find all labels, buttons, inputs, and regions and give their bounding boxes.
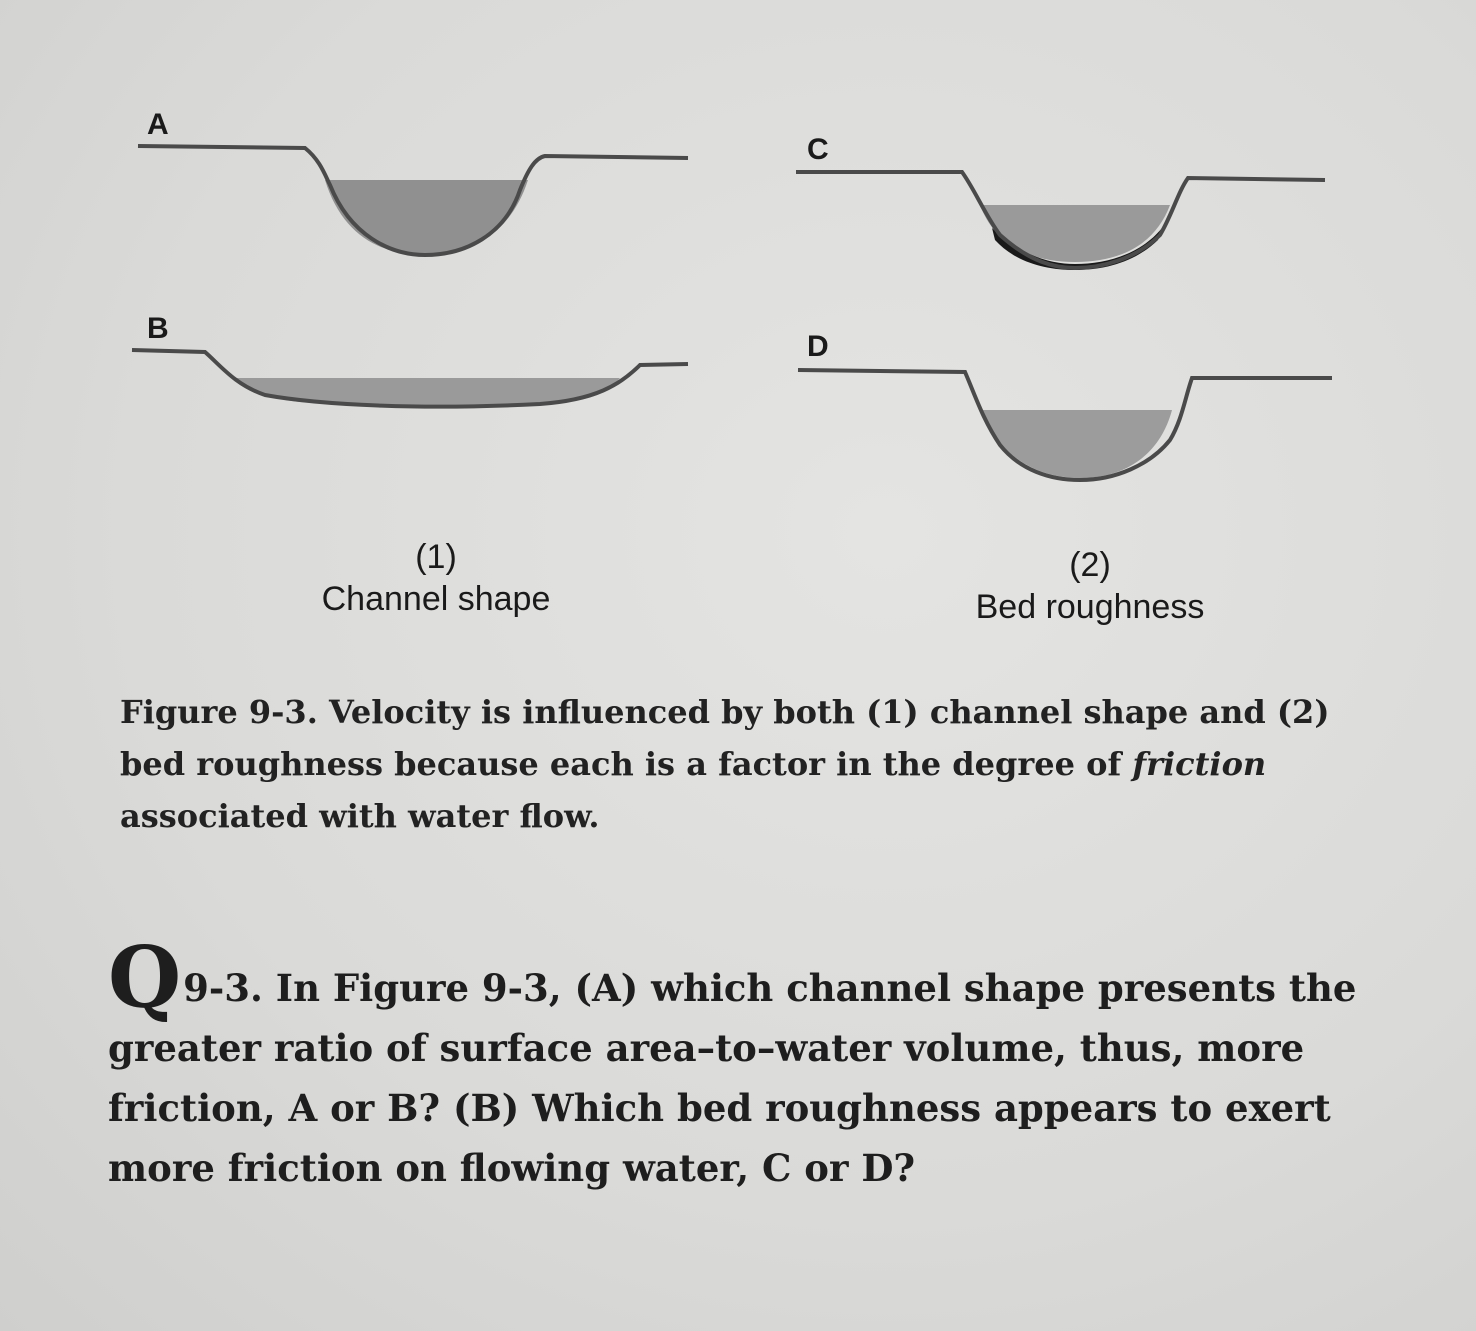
panel-1-number: (1) xyxy=(415,538,457,576)
figure-caption-italic: friction xyxy=(1132,745,1267,783)
channel-a-water xyxy=(325,180,528,255)
channel-c xyxy=(796,172,1325,270)
channel-a xyxy=(138,146,688,255)
panel-2-title: Bed roughness xyxy=(975,588,1205,626)
channel-diagram xyxy=(0,0,1476,660)
panel-1-caption xyxy=(276,536,596,620)
panel-2-number: (2) xyxy=(1069,546,1111,584)
channel-d xyxy=(798,370,1332,480)
label-c: C xyxy=(807,133,829,166)
label-d: D xyxy=(807,330,829,363)
label-a: A xyxy=(147,108,169,141)
channel-b xyxy=(132,350,688,407)
channel-c-water xyxy=(980,205,1170,262)
panel-1-title: Channel shape xyxy=(321,580,551,618)
question-dropcap: Q xyxy=(108,928,182,1027)
question-9-3 xyxy=(108,928,1388,1198)
panel-2-caption xyxy=(930,544,1250,628)
figure-caption-lead: Figure 9-3. Velocity is influenced by both (1) channel shape and (2) bed roughness because each is a factor in the degree of xyxy=(120,693,1330,783)
figure-caption xyxy=(120,686,1340,842)
figure-caption-tail: associated with water flow. xyxy=(120,797,600,835)
label-b: B xyxy=(147,312,169,345)
question-text: 9-3. In Figure 9-3, (A) which channel shape presents the greater ratio of surface area–to–water volume, thus, more friction, A or B? (B) Which bed roughness appears to exert more friction on flowing water, C or D? xyxy=(108,966,1357,1190)
channel-d-water xyxy=(982,410,1172,478)
